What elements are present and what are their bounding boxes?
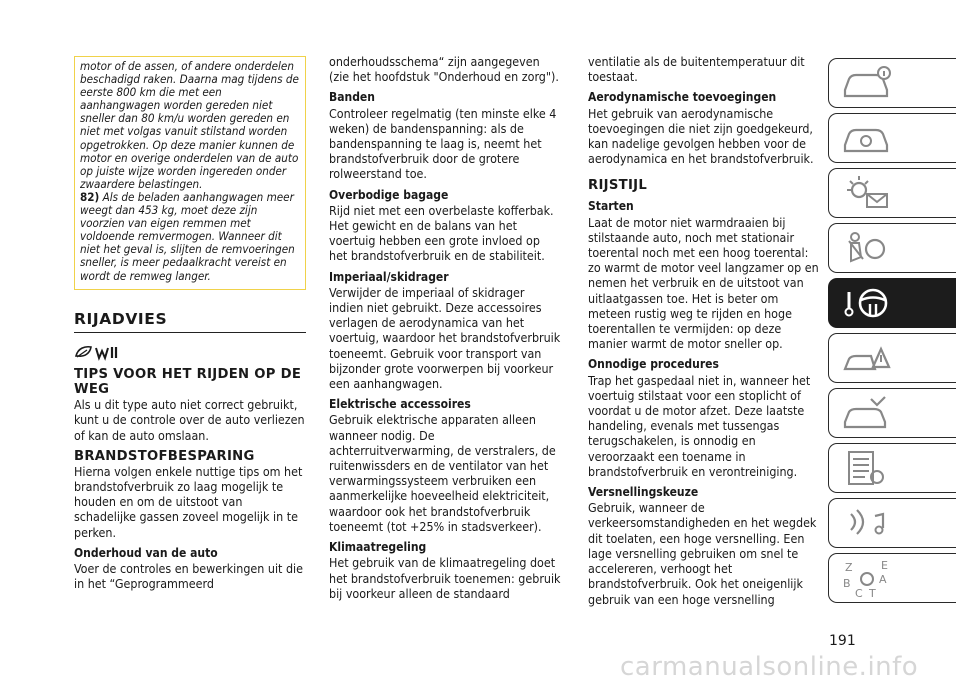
intro-text: onderhoudsschema“ zijn aangegeven (zie het hoofdstuk "Onderhoud en zorg"). — [329, 54, 559, 85]
versnelling-text: Gebruik, wanneer de verkeersomstandigheden en het wegdek dit toelaten, een hoge versnelling. Een lage versnelling gebruiken om snel te accelereren, verhoogt het brandstofverbruik. Ook het oneigenlijk gebruik van een hoge versnelling — [588, 500, 817, 607]
imperiaal-text: Verwijder de imperiaal of skidrager indien niet gebruikt. Deze accessoires verlagen de aerodynamica van het voertuig, waardoor het brandstofverbruik toeneemt. Gebruik voor transport van bijzonder grote voorwerpen bij voorkeur een aanhangwagen. — [329, 284, 561, 392]
index-letter: C — [855, 587, 863, 599]
column-right — [588, 54, 820, 607]
watermark: carmanualsonline.info — [620, 652, 919, 682]
tab-warning-lights[interactable] — [828, 168, 956, 218]
subtitle-bagage: Overbodige bagage — [329, 187, 449, 202]
index-letter: Z — [845, 561, 853, 574]
onderhoud-text: Voer de controles en bewerkingen uit die in het “Geprogrammeerd — [74, 561, 303, 592]
subtitle-versnelling: Versnellingskeuze — [588, 485, 699, 500]
seatbelt-airbag-icon — [837, 227, 897, 269]
note-paragraph: motor of de assen, of andere onderdelen beschadigd raken. Daarna mag tijdens de eerste 800 km die met een aanhangwagen worden gereden niet sneller dan 80 km/u worden gereden en niet met volgas vanuit stilstand worden opgetrokken. Op deze manier kunnen de motor en overige onderdelen van de auto op juiste wijze worden ingereden onder zwaardere belastingen. — [80, 59, 299, 191]
technical-data-icon — [837, 447, 897, 489]
aero-text: Het gebruik van aerodynamische toevoegingen die niet zijn goedgekeurd, kan nadelige gevolgen hebben voor de aerodynamica en het brandstofverbruik. — [588, 105, 814, 167]
car-maintenance-icon — [837, 392, 897, 434]
index-abc-icon — [837, 557, 897, 599]
tab-technical-data[interactable] — [828, 443, 956, 493]
section-title-rijstijl: RIJSTIJL — [588, 178, 648, 194]
bagage-text: Rijd niet met een overbelaste kofferbak. Het gewicht en de balans van het voertuig hebben een grote invloed op het brandstofverbruik en de stabiliteit. — [329, 202, 554, 264]
column-middle — [329, 54, 561, 601]
tab-dashboard[interactable] — [828, 113, 956, 163]
column-left — [74, 54, 306, 591]
elektrische-text: Gebruik elektrische apparaten alleen wanneer nodig. De achterruitverwarming, de verstralers, de ruitenwissders en de ventilator van het verwarmingssysteem verbruiken een aanmerkelijke hoeveelheid elektriciteit, waardoor ook het brandstofverbruik toeneemt (tot +25% in stadsverkeer). — [329, 412, 556, 534]
intro-text: ventilatie als de buitentemperatuur dit toestaat. — [588, 54, 805, 85]
subtitle-banden: Banden — [329, 90, 375, 105]
subtitle-onnodige: Onnodige procedures — [588, 357, 719, 372]
key-steering-wheel-icon — [837, 282, 897, 324]
eco-leaf-icon — [74, 341, 306, 361]
index-letter: B — [843, 577, 851, 590]
subtitle-onderhoud: Onderhoud van de auto — [74, 545, 218, 560]
tab-car-info[interactable] — [828, 58, 956, 108]
subtitle-starten: Starten — [588, 199, 634, 214]
klimaat-text: Het gebruik van de klimaatregeling doet het brandstofverbruik toenemen: gebruik bij voorkeur alleen de standaard — [329, 555, 561, 601]
index-letter: T — [869, 587, 876, 599]
tab-index[interactable] — [828, 553, 956, 603]
car-info-icon — [837, 62, 897, 104]
starten-text: Laat de motor niet warmdraaien bij stilstaande auto, noch met stationair toerental noch met een hoog toerental: zo warmt de motor veel langzamer op en nemen het verbruik en de uitstoot van uitlaatgassen toe. Het is beter om meteen rustig weg te rijden en hoge toerentallen te vermijden: op deze manier warmt de motor sneller op. — [588, 214, 819, 352]
multimedia-icon — [837, 502, 897, 544]
index-letter: E — [881, 559, 888, 572]
subtitle-elektrische: Elektrische accessoires — [329, 397, 471, 412]
car-dashboard-icon — [837, 117, 897, 159]
tab-maintenance[interactable] — [828, 388, 956, 438]
section-title-tips: TIPS VOOR HET RIJDEN OP DE WEG — [74, 367, 302, 398]
tab-safety[interactable] — [828, 223, 956, 273]
tab-emergency[interactable] — [828, 333, 956, 383]
banden-text: Controleer regelmatig (ten minste elke 4 weken) de bandenspanning: als de bandenspanning te laag is, neemt het brandstofverbruik door de grotere rolweerstand toe. — [329, 105, 557, 182]
note-number: 82) — [80, 189, 100, 204]
index-letter: A — [879, 573, 887, 586]
brandstof-text: Hierna volgen enkele nuttige tips om het brandstofverbruik zo laag mogelijk te houden en om de uitstoot van schadelijke gassen zoveel mogelijk in te perken. — [74, 463, 303, 540]
tips-text: Als u dit type auto niet correct gebruikt, kunt u de controle over de auto verliezen of kan de auto omslaan. — [74, 397, 305, 443]
warning-light-icon — [837, 172, 897, 214]
car-emergency-icon — [837, 337, 897, 379]
subtitle-klimaat: Klimaatregeling — [329, 540, 427, 555]
subtitle-imperiaal: Imperiaal/skidrager — [329, 269, 449, 284]
note-paragraph: Als de beladen aanhangwagen meer weegt dan 453 kg, moet deze zijn voorzien van eigen remmen met voldoende remvermogen. Wanneer dit niet het geval is, slijten de remvoeringen sneller, is meer pedaalkracht vereist en wordt de remweg langer. — [80, 189, 295, 283]
page-number: 191 — [829, 633, 856, 649]
tab-multimedia[interactable] — [828, 498, 956, 548]
chapter-tabs — [828, 58, 956, 608]
tab-starting-driving[interactable] — [828, 278, 956, 328]
onnodige-text: Trap het gaspedaal niet in, wanneer het voertuig stilstaat voor een stoplicht of voordat u de motor afzet. Deze laatste handeling, evenals met tussengas terugschakelen, is onnodig en veroorzaakt een toename in brandstofverbruik en verontreiniging. — [588, 372, 811, 479]
subtitle-aero: Aerodynamische toevoegingen — [588, 90, 777, 105]
section-title-brandstof: BRANDSTOFBESPARING — [74, 448, 255, 464]
section-title-rijadvies: RIJADVIES — [74, 312, 306, 333]
note-box — [74, 56, 306, 290]
